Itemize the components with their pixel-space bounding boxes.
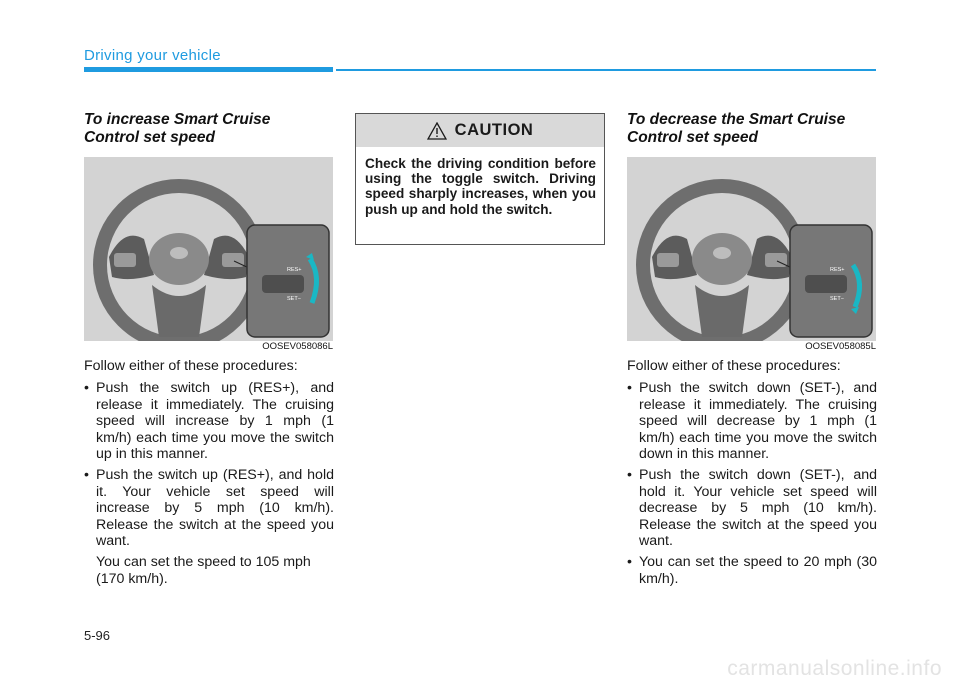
left-note: You can set the speed to 105 mph (170 km/h). bbox=[96, 554, 311, 587]
caution-header bbox=[356, 114, 604, 147]
left-body-text bbox=[84, 358, 334, 593]
bullet-dot: • bbox=[627, 467, 632, 484]
list-item bbox=[84, 380, 334, 462]
section-header-title: Driving your vehicle bbox=[84, 47, 221, 64]
list-item-text: You can set the speed to 20 mph (30 km/h). bbox=[639, 554, 877, 587]
steering-wheel-illustration bbox=[627, 157, 876, 341]
header-rule-thick bbox=[84, 67, 333, 72]
left-section-title bbox=[84, 111, 270, 147]
list-item-text: Push the switch down (SET-), and release it immediately. The cruising speed will decrease by 1 mph (1 km/h) each time you move the switch down in this manner. bbox=[639, 380, 877, 463]
set-label: SET− bbox=[830, 296, 844, 302]
steering-wheel-figure-decrease bbox=[627, 157, 876, 341]
list-item bbox=[627, 467, 877, 549]
warning-triangle-icon bbox=[427, 122, 447, 140]
left-intro: Follow either of these procedures: bbox=[84, 358, 298, 374]
figure-code-right: OOSEV058085L bbox=[805, 341, 876, 352]
bullet-dot: • bbox=[84, 467, 89, 484]
page-number: 5-96 bbox=[84, 628, 111, 643]
bullet-dot: • bbox=[627, 554, 632, 571]
steering-wheel-figure-increase bbox=[84, 157, 333, 341]
right-intro: Follow either of these procedures: bbox=[627, 358, 841, 374]
left-title-line-2: Control set speed bbox=[84, 129, 215, 146]
right-title-line-2: Control set speed bbox=[627, 129, 758, 146]
list-item-text: Push the switch down (SET-), and hold it. Your vehicle set speed will decrease by 5 mph (10 km/h). Release the switch at the speed you want. bbox=[639, 467, 877, 550]
right-title-line-1: To decrease the Smart Cruise bbox=[627, 111, 846, 128]
list-item bbox=[84, 467, 334, 549]
caution-title: CAUTION bbox=[454, 121, 534, 139]
list-item bbox=[627, 554, 877, 587]
left-title-line-1: To increase Smart Cruise bbox=[84, 111, 271, 128]
watermark: carmanualsonline.info bbox=[727, 657, 942, 680]
caution-box bbox=[355, 113, 605, 245]
res-label: RES+ bbox=[287, 267, 302, 273]
right-body-text bbox=[627, 358, 877, 592]
set-label: SET− bbox=[287, 296, 301, 302]
bullet-dot: • bbox=[627, 380, 632, 397]
figure-code-left: OOSEV058086L bbox=[262, 341, 333, 352]
header-rule-thin bbox=[336, 69, 876, 71]
steering-wheel-illustration bbox=[84, 157, 333, 341]
caution-text: Check the driving condition before using the toggle switch. Driving speed sharply increases, when you push up and hold the switch. bbox=[365, 156, 596, 217]
right-section-title bbox=[627, 111, 845, 147]
res-label: RES+ bbox=[830, 267, 845, 273]
list-item-text: Push the switch up (RES+), and release it immediately. The cruising speed will increase by 1 mph (1 km/h) each time you move the switch up in this manner. bbox=[96, 380, 334, 463]
list-item-text: Push the switch up (RES+), and hold it. Your vehicle set speed will increase by 5 mph (10 km/h). Release the switch at the speed you want. bbox=[96, 467, 334, 550]
bullet-dot: • bbox=[84, 380, 89, 397]
list-item bbox=[627, 380, 877, 462]
